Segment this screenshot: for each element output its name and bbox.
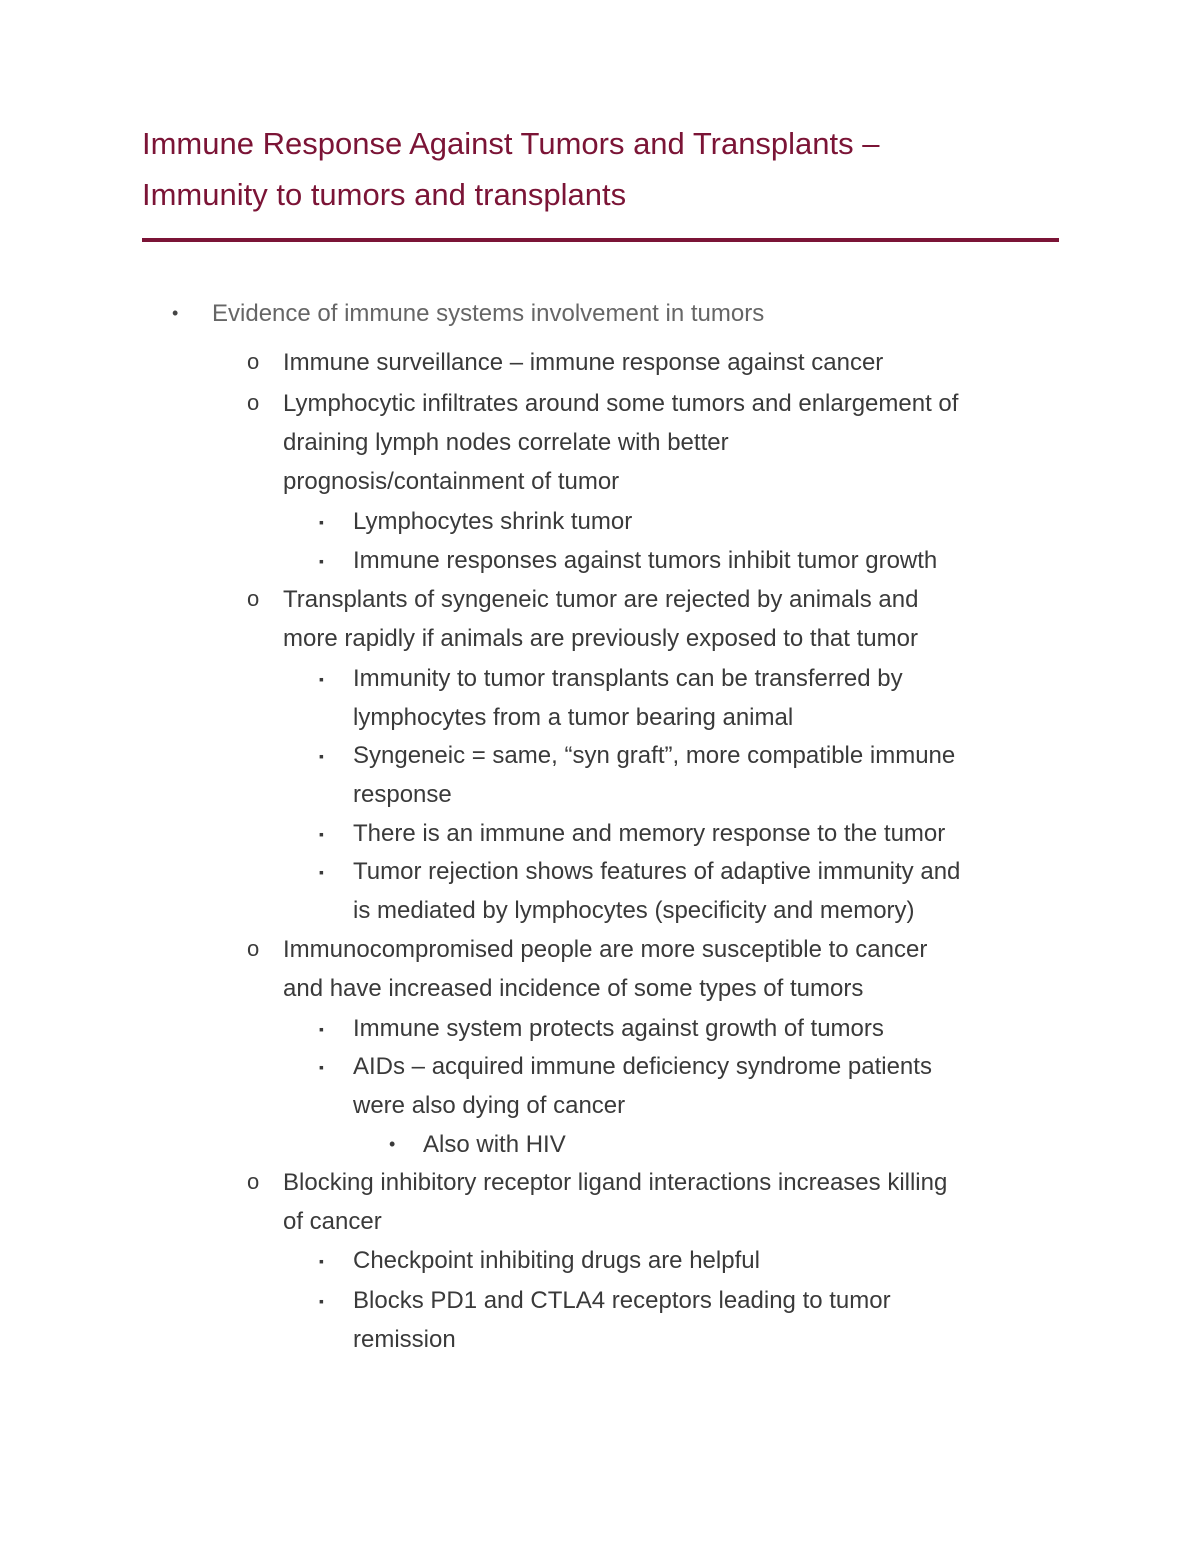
list-item: ▪ Syngeneic = same, “syn graft”, more compatible immune response <box>353 736 955 814</box>
title-line-2: Immunity to tumors and transplants <box>142 177 627 212</box>
title-line-1: Immune Response Against Tumors and Transplants – <box>142 126 880 161</box>
list-item: • Also with HIV <box>423 1125 566 1164</box>
list-item: o Blocking inhibitory receptor ligand interactions increases killing of cancer <box>283 1163 947 1241</box>
list-item: ▪ Lymphocytes shrink tumor <box>353 502 632 541</box>
list-item: ▪ There is an immune and memory response to the tumor <box>353 814 945 853</box>
bullet-dot-icon: • <box>172 303 179 323</box>
list-item: ▪ Blocks PD1 and CTLA4 receptors leading to tumor remission <box>353 1281 891 1359</box>
bullet-square-icon: ▪ <box>319 826 324 842</box>
bullet-circle-icon: o <box>247 586 260 611</box>
list-item: ▪ Checkpoint inhibiting drugs are helpful <box>353 1241 760 1280</box>
bullet-square-icon: ▪ <box>319 1293 324 1309</box>
bullet-circle-icon: o <box>247 390 260 415</box>
list-item: ▪ Immune system protects against growth of tumors <box>353 1009 884 1048</box>
list-item: o Transplants of syngeneic tumor are rejected by animals and more rapidly if animals are previously exposed to that tumor <box>283 580 918 658</box>
list-item: o Immunocompromised people are more susceptible to cancer and have increased incidence of some types of tumors <box>283 930 927 1008</box>
list-item: o Immune surveillance – immune response against cancer <box>283 343 883 382</box>
bullet-square-icon: ▪ <box>319 671 324 687</box>
bullet-circle-icon: o <box>247 349 260 374</box>
bullet-square-icon: ▪ <box>319 514 324 530</box>
list-item: ▪ Immunity to tumor transplants can be transferred by lymphocytes from a tumor bearing animal <box>353 659 903 737</box>
bullet-circle-icon: o <box>247 936 260 961</box>
page-title <box>142 118 1062 220</box>
bullet-square-icon: ▪ <box>319 1059 324 1075</box>
list-item: o Lymphocytic infiltrates around some tumors and enlargement of draining lymph nodes correlate with better prognosis/containment of tumor <box>283 384 958 501</box>
list-item: ▪ Tumor rejection shows features of adaptive immunity and is mediated by lymphocytes (specificity and memory) <box>353 852 960 930</box>
bullet-dot-icon: • <box>389 1134 396 1154</box>
title-underline <box>142 238 1059 242</box>
bullet-square-icon: ▪ <box>319 864 324 880</box>
list-item: ▪ AIDs – acquired immune deficiency syndrome patients were also dying of cancer <box>353 1047 932 1125</box>
bullet-square-icon: ▪ <box>319 1021 324 1037</box>
bullet-square-icon: ▪ <box>319 553 324 569</box>
bullet-circle-icon: o <box>247 1169 260 1194</box>
bullet-square-icon: ▪ <box>319 748 324 764</box>
list-item: • Evidence of immune systems involvement in tumors <box>212 294 764 333</box>
bullet-square-icon: ▪ <box>319 1253 324 1269</box>
list-item: ▪ Immune responses against tumors inhibit tumor growth <box>353 541 937 580</box>
